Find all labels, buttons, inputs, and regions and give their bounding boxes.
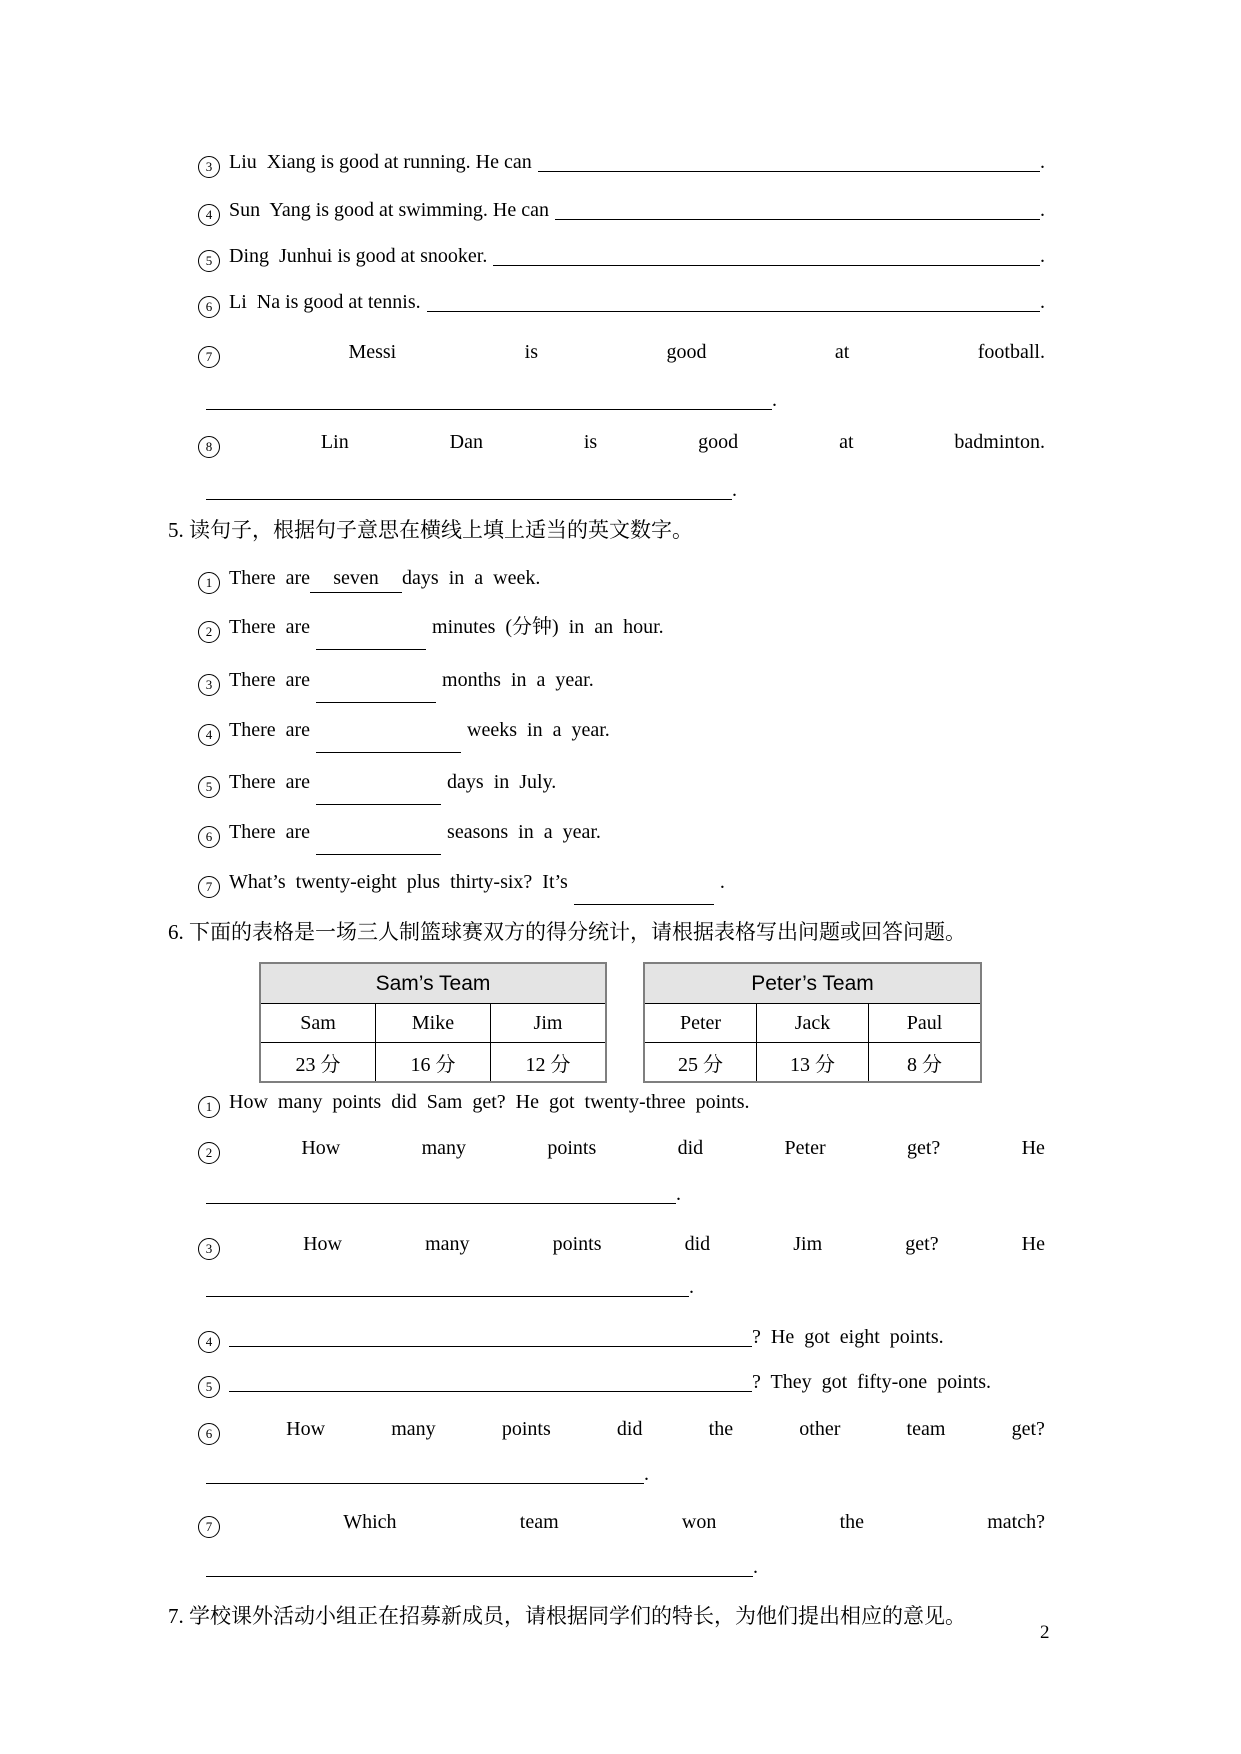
word: many <box>421 1137 467 1159</box>
section-5-title: 5. 读句子，根据句子意思在横线上填上适当的英文数字。 <box>168 518 693 542</box>
item-number: 1 <box>198 1096 220 1118</box>
word: other <box>799 1418 841 1440</box>
item-number: 2 <box>198 621 220 643</box>
item-row-6-1 <box>168 1088 1045 1116</box>
item-row-4-3 <box>168 148 1045 176</box>
item-text: Ding Junhui is good at snooker. <box>229 245 488 267</box>
item-text-pre: There are <box>229 669 311 691</box>
team-title: Sam’s Team <box>261 964 605 1004</box>
answer-blank <box>310 564 402 593</box>
word: good <box>666 341 707 363</box>
item-row-5-5 <box>168 768 1045 801</box>
item-text: Li Na is good at tennis. <box>229 291 421 313</box>
word: is <box>583 431 598 453</box>
player-name-cell: Peter <box>645 1004 757 1043</box>
score-cell: 12 分 <box>525 1053 571 1076</box>
item-number: 2 <box>198 1142 220 1164</box>
blank-line-row <box>168 476 1045 504</box>
item-row-6-6 <box>168 1415 1045 1443</box>
item-row-6-3 <box>168 1230 1045 1258</box>
item-text-pre: What’s twenty-eight plus thirty-six? It’s <box>229 871 568 893</box>
item-row-6-5 <box>168 1368 1045 1396</box>
score-cell: 25 分 <box>645 1043 757 1081</box>
word: is <box>524 341 539 363</box>
word: many <box>391 1418 436 1440</box>
word: Which <box>343 1511 397 1533</box>
word: match? <box>987 1511 1045 1533</box>
word: the <box>839 1511 865 1533</box>
answer-blank <box>206 397 772 410</box>
item-text-pre: There are <box>229 616 311 638</box>
item-row-6-7 <box>168 1508 1045 1536</box>
player-name-cell: Jack <box>757 1004 869 1043</box>
blank-line-row <box>168 386 1045 414</box>
word: How <box>303 1233 342 1255</box>
item-row-4-8 <box>168 428 1045 456</box>
item-row-5-3 <box>168 666 1045 699</box>
word: How <box>301 1137 341 1159</box>
word: the <box>708 1418 734 1440</box>
item-number: 7 <box>198 1516 220 1538</box>
blank-answer: seven <box>333 567 379 589</box>
word: points <box>501 1418 551 1440</box>
item-number: 5 <box>198 1376 220 1398</box>
item-text-post: days in July. <box>447 771 557 793</box>
page-content <box>168 148 1045 1630</box>
item-row-6-4 <box>168 1323 1045 1351</box>
word: many <box>425 1233 470 1255</box>
word: get? <box>906 1137 941 1159</box>
answer-blank <box>206 1191 676 1204</box>
answer-blank <box>316 740 461 753</box>
period: . <box>753 1556 758 1578</box>
item-text-post: ? They got fifty-one points. <box>752 1371 992 1393</box>
item-number: 1 <box>198 572 220 594</box>
answer-blank <box>493 253 1040 266</box>
word: points <box>547 1137 597 1159</box>
item-number: 4 <box>198 1331 220 1353</box>
answer-blank <box>206 1564 753 1577</box>
item-text-post: minutes (分钟) in an hour. <box>432 616 664 638</box>
item-row-5-6 <box>168 818 1045 851</box>
period: . <box>689 1276 694 1298</box>
word: team <box>906 1418 946 1440</box>
item-number: 6 <box>198 826 220 848</box>
score-row <box>261 1043 605 1081</box>
period: . <box>1040 151 1045 173</box>
item-text-pre: There are <box>229 719 311 741</box>
answer-blank <box>229 1379 752 1392</box>
item-text-pre: There are <box>229 821 311 843</box>
item-text-pre: There are <box>229 771 311 793</box>
item-row-5-1 <box>168 564 1045 593</box>
team-title: Peter’s Team <box>645 964 980 1004</box>
player-name-cell: Sam <box>261 1004 376 1043</box>
word: good <box>698 431 739 453</box>
word: did <box>616 1418 643 1440</box>
item-text-post: weeks in a year. <box>467 719 610 741</box>
word: at <box>839 431 854 453</box>
item-number: 4 <box>198 724 220 746</box>
period: . <box>1040 291 1045 313</box>
item-text-post: seasons in a year. <box>447 821 601 843</box>
word: badminton. <box>954 431 1045 453</box>
period: . <box>772 389 777 411</box>
item-row-5-2 <box>168 613 1045 646</box>
period: . <box>676 1183 681 1205</box>
page-number: 2 <box>1040 1622 1050 1643</box>
blank-line-row <box>168 1460 1045 1488</box>
item-text-post: days in a week. <box>402 567 541 589</box>
item-row-4-5 <box>168 242 1045 270</box>
word: did <box>677 1137 704 1159</box>
player-name-cell: Paul <box>869 1004 980 1043</box>
player-name-cell: Mike <box>376 1004 491 1043</box>
player-name-cell: Jim <box>491 1004 605 1043</box>
team-table-peter <box>643 962 982 1083</box>
word: Jim <box>793 1233 823 1255</box>
word: Messi <box>348 341 397 363</box>
score-tables <box>259 962 1045 1083</box>
item-number: 7 <box>198 876 220 898</box>
word: Lin <box>320 431 349 453</box>
item-number: 7 <box>198 346 220 368</box>
word: get? <box>905 1233 939 1255</box>
item-number: 6 <box>198 296 220 318</box>
item-number: 5 <box>198 776 220 798</box>
answer-blank <box>206 1284 689 1297</box>
item-number: 3 <box>198 156 220 178</box>
item-row-4-4 <box>168 196 1045 224</box>
score-cell: 16 分 <box>376 1043 491 1081</box>
team-table-sam <box>259 962 607 1083</box>
item-row-4-6 <box>168 288 1045 316</box>
section-6-title: 6. 下面的表格是一场三人制篮球赛双方的得分统计，请根据表格写出问题或回答问题。 <box>168 920 966 944</box>
score-cell: 23 分 <box>261 1043 376 1081</box>
blank-line-row <box>168 1180 1045 1208</box>
score-cell: 13 分 <box>757 1043 869 1081</box>
item-number: 3 <box>198 674 220 696</box>
word: get? <box>1011 1418 1045 1440</box>
period: . <box>1040 199 1045 221</box>
word: won <box>681 1511 717 1533</box>
blank-line-row <box>168 1553 1045 1581</box>
item-number: 3 <box>198 1238 220 1260</box>
word: How <box>286 1418 326 1440</box>
item-row-6-2 <box>168 1134 1045 1162</box>
word: He <box>1021 1233 1045 1255</box>
item-text: Liu Xiang is good at running. He can <box>229 151 532 173</box>
item-number: 6 <box>198 1423 220 1445</box>
answer-blank <box>316 792 441 805</box>
player-name-row <box>261 1004 605 1043</box>
answer-blank <box>427 299 1040 312</box>
item-row-5-4 <box>168 716 1045 749</box>
item-text-post: months in a year. <box>442 669 594 691</box>
answer-blank <box>316 690 436 703</box>
item-row-5-7 <box>168 868 1045 901</box>
period: . <box>1040 245 1045 267</box>
answer-blank <box>206 487 732 500</box>
item-number: 5 <box>198 250 220 272</box>
word: did <box>684 1233 711 1255</box>
period: . <box>732 479 737 501</box>
item-text: How many points did Sam get? He got twenty-three points. <box>229 1091 750 1113</box>
item-number: 4 <box>198 204 220 226</box>
section-7-title: 7. 学校课外活动小组正在招募新成员，请根据同学们的特长，为他们提出相应的意见。 <box>168 1604 966 1628</box>
answer-blank <box>555 207 1040 220</box>
item-text-pre: There are <box>229 567 311 589</box>
word: team <box>519 1511 559 1533</box>
score-row <box>645 1043 980 1081</box>
item-text: Sun Yang is good at swimming. He can <box>229 199 549 221</box>
answer-blank <box>316 842 441 855</box>
word: He <box>1021 1137 1045 1159</box>
answer-blank <box>538 159 1040 172</box>
period: . <box>644 1463 649 1485</box>
item-text-post: . <box>719 871 725 893</box>
word: football. <box>977 341 1045 363</box>
word: Peter <box>784 1137 826 1159</box>
answer-blank <box>229 1334 752 1347</box>
word: Dan <box>449 431 483 453</box>
player-name-row <box>645 1004 980 1043</box>
item-number: 8 <box>198 436 220 458</box>
word: at <box>834 341 850 363</box>
item-text-post: ? He got eight points. <box>752 1326 944 1348</box>
answer-blank <box>316 637 426 650</box>
answer-blank <box>574 892 714 905</box>
blank-line-row <box>168 1273 1045 1301</box>
score-cell: 8 分 <box>907 1053 942 1076</box>
item-row-4-7 <box>168 338 1045 366</box>
word: points <box>552 1233 602 1255</box>
answer-blank <box>206 1471 644 1484</box>
